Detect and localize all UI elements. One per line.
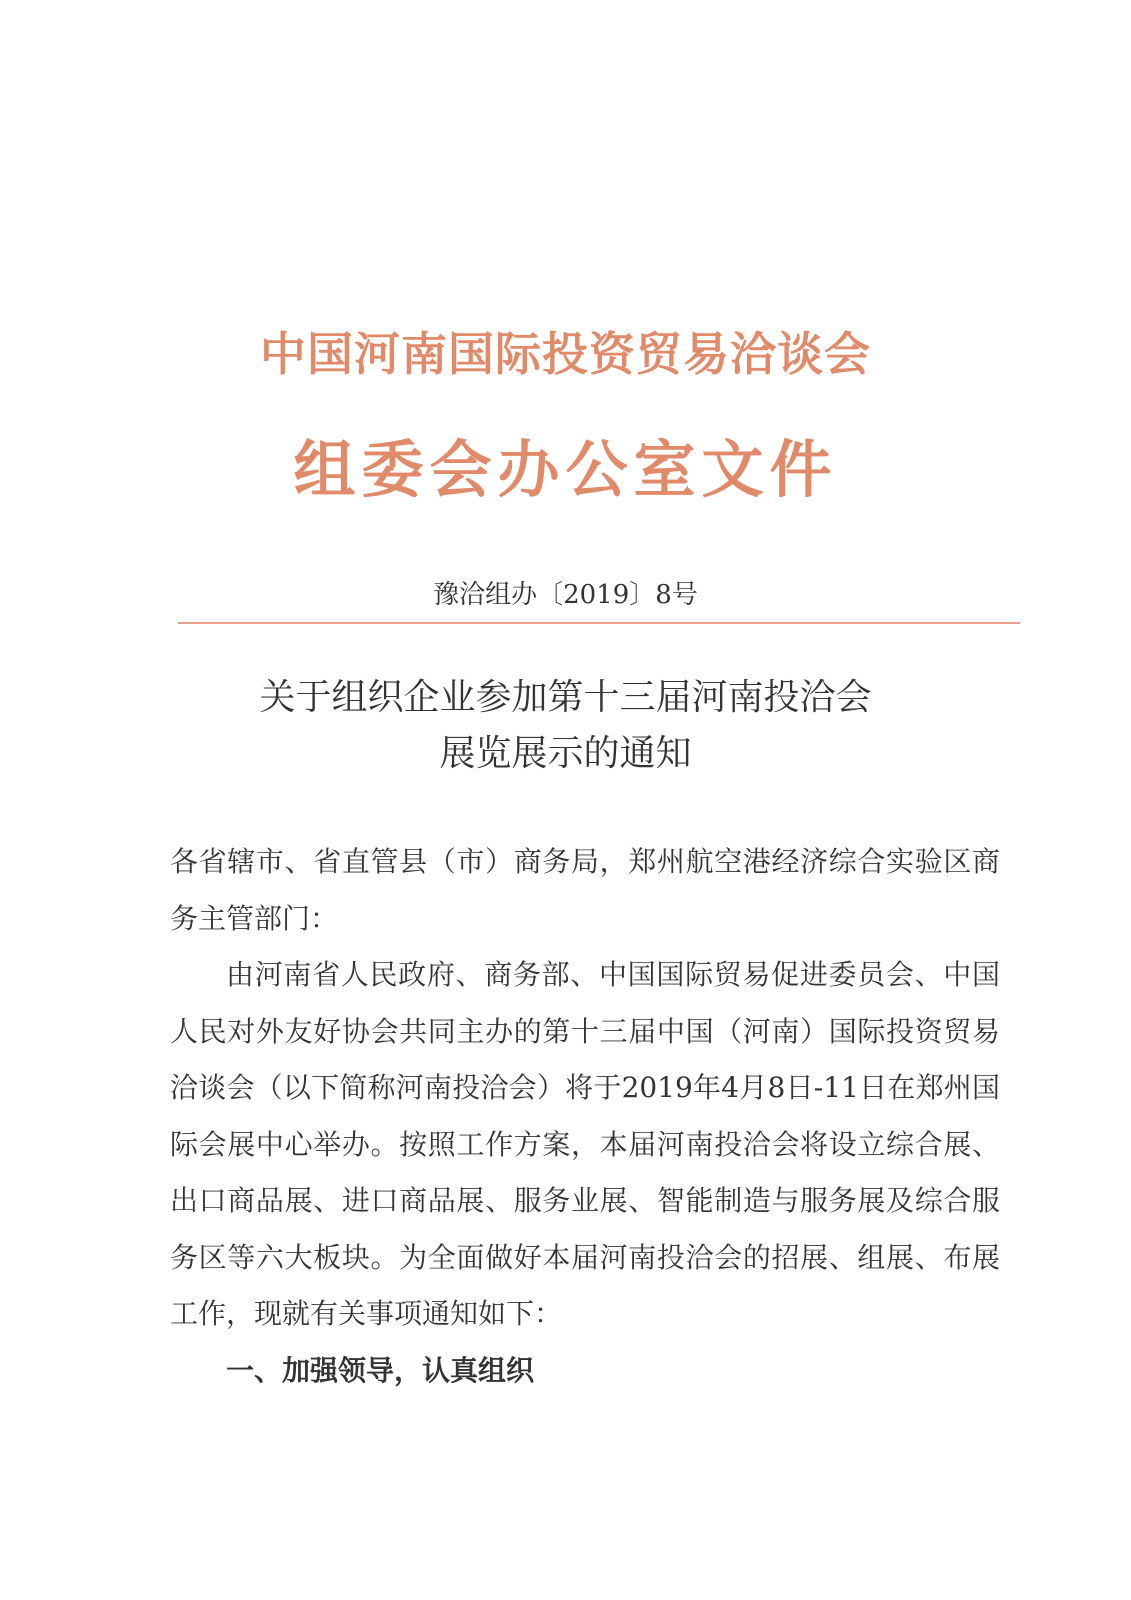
notice-body bbox=[170, 834, 1000, 1399]
red-separator-line bbox=[178, 622, 1020, 624]
notice-title bbox=[0, 670, 1131, 782]
notice-title-line2: 展览展示的通知 bbox=[439, 733, 692, 774]
salutation: 各省辖市、省直管县（市）商务局，郑州航空港经济综合实验区商务主管部门： bbox=[170, 845, 1000, 935]
office-document-heading: 组委会办公室文件 bbox=[293, 433, 838, 506]
document-number: 豫洽组办〔2019〕8号 bbox=[433, 580, 698, 610]
issuing-organization: 中国河南国际投资贸易洽谈会 bbox=[260, 327, 871, 381]
section-heading: 一、加强领导，认真组织 bbox=[226, 1353, 535, 1387]
notice-title-line1: 关于组织企业参加第十三届河南投洽会 bbox=[259, 677, 872, 718]
body-paragraph: 由河南省人民政府、商务部、中国国际贸易促进委员会、中国人民对外友好协会共同主办的第十三届中国（河南）国际投资贸易洽谈会（以下简称河南投洽会）将于2019年4月8日-11日在郑州国际会展中心举办。按照工作方案，本届河南投洽会将设立综合展、出口商品展、进口商品展、服务业展、智能制造与服务展及综合服务区等六大板块。为全面做好本届河南投洽会的招展、组展、布展工作，现就有关事项通知如下： bbox=[170, 958, 1000, 1330]
